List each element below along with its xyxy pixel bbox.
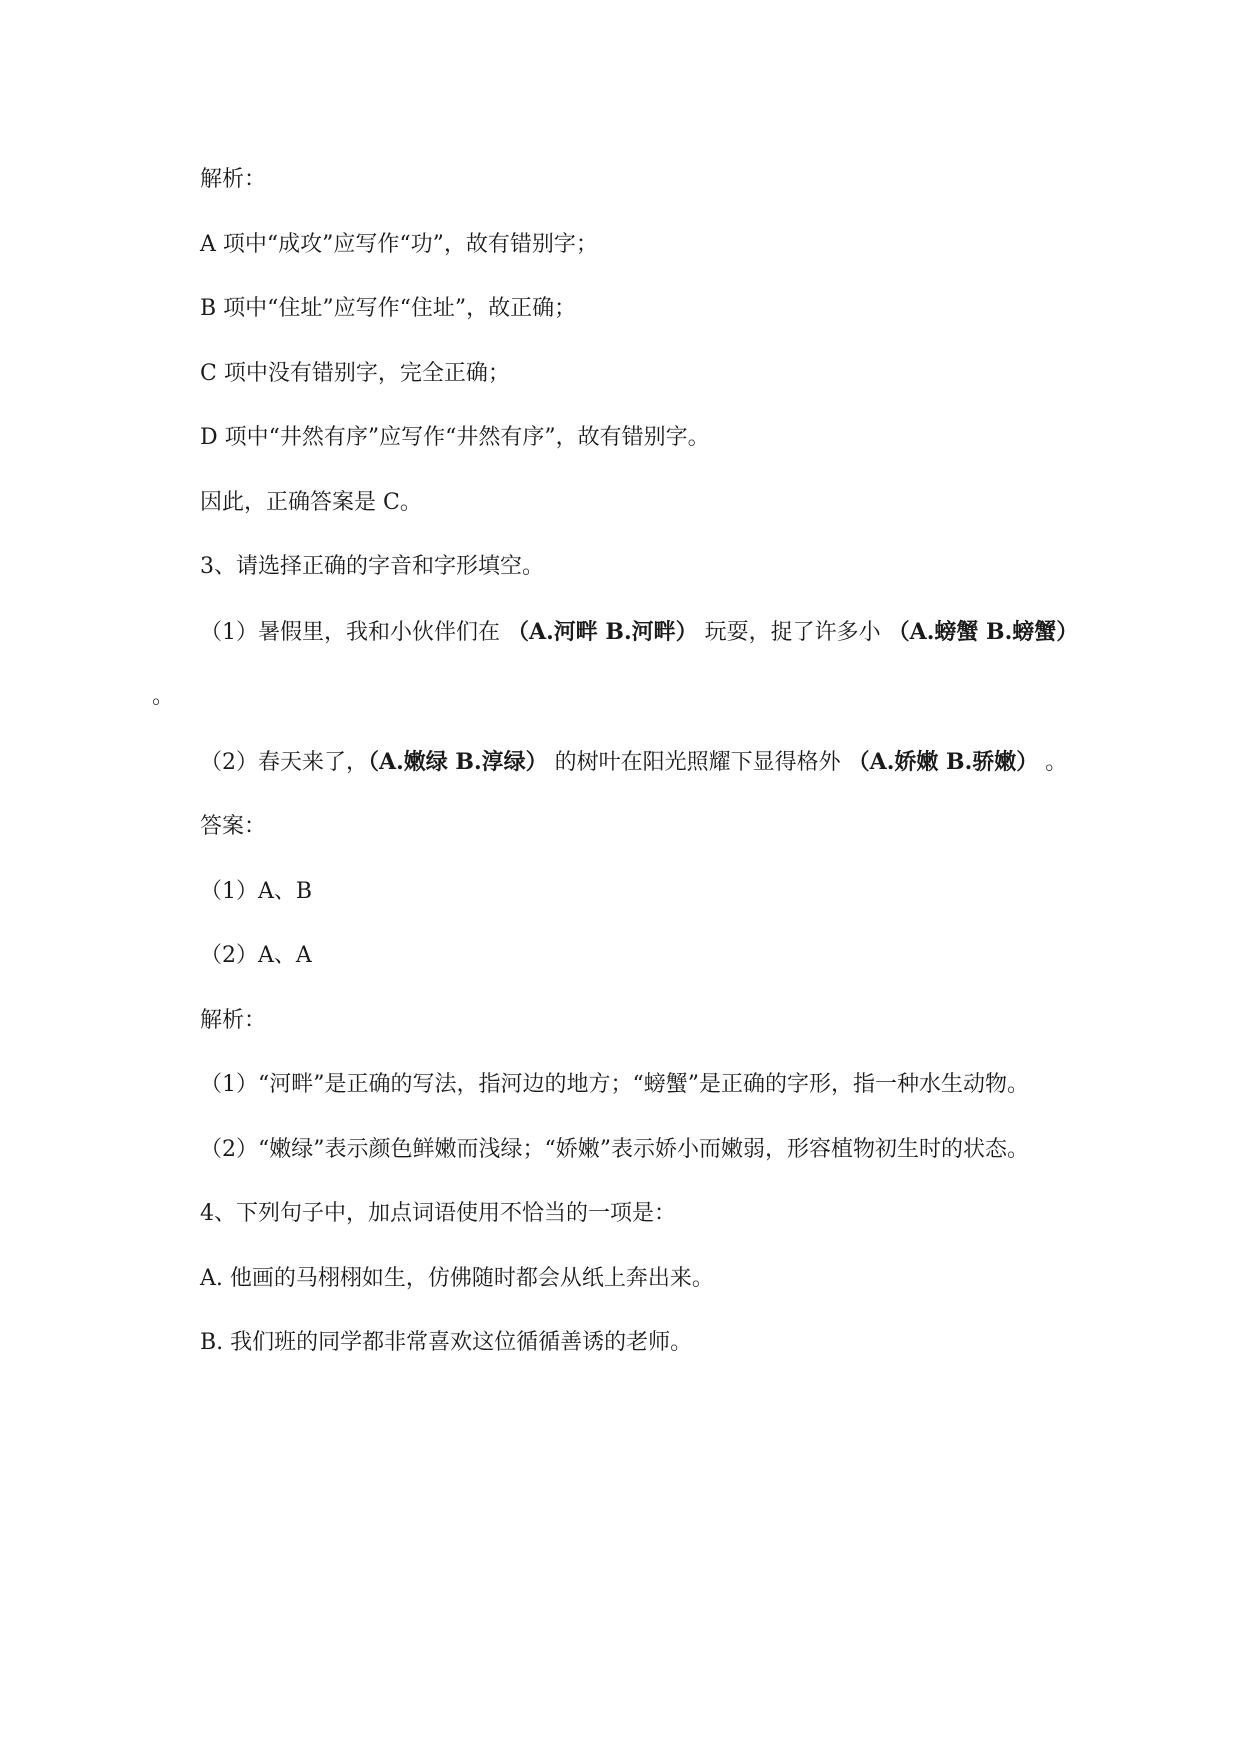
answer-1: （1）A、B (200, 878, 313, 904)
analysis-line-a: A 项中“成攻”应写作“功”，故有错别字； (200, 231, 598, 257)
analysis-line-c: C 项中没有错别字，完全正确； (200, 360, 510, 386)
question-4-option-a: A. 他画的马栩栩如生，仿佛随时都会从纸上奔出来。 (200, 1265, 714, 1291)
answer-2: （2）A、A (200, 943, 312, 968)
question-4-title: 4、下列句子中，加点词语使用不恰当的一项是： (200, 1201, 676, 1226)
answer-label: 答案： (200, 814, 267, 839)
analysis-item-2: （2）“嫩绿”表示颜色鲜嫩而浅绿；“娇嫩”表示娇小而嫩弱，形容植物初生时的状态。 (200, 1136, 1029, 1162)
item-2-text-pre: （2）春天来了， (200, 749, 368, 775)
item-1-text-pre: （1）暑假里，我和小伙伴们在 (200, 619, 507, 645)
document-body (152, 148, 1092, 1376)
analysis-label: 解析： (200, 167, 267, 192)
item-2-options-1: （A.嫩绿 B.淳绿） (368, 748, 548, 775)
analysis-line-d: D 项中“井然有序”应写作“井然有序”，故有错别字。 (200, 425, 710, 450)
item-1-options-1: （A.河畔 B.河畔） (507, 618, 698, 645)
item-1-text-post: 。 (152, 684, 175, 709)
item-1-options-2: （A.螃蟹 B.螃蟹） (887, 618, 1079, 645)
question-4-option-b: B. 我们班的同学都非常喜欢这位循循善诱的老师。 (200, 1330, 693, 1355)
analysis-label-2: 解析： (200, 1007, 267, 1033)
analysis-conclusion: 因此，正确答案是 C。 (200, 489, 422, 515)
item-2-text-post: 。 (1038, 749, 1068, 775)
question-3-item-2 (152, 730, 1092, 796)
item-2-text-mid: 的树叶在阳光照耀下显得格外 (547, 749, 848, 775)
item-1-text-mid: 玩耍，捉了许多小 (697, 619, 888, 645)
analysis-item-1: （1）“河畔”是正确的写法，指河边的地方；“螃蟹”是正确的字形，指一种水生动物。 (200, 1072, 1029, 1097)
item-2-options-2: （A.娇嫩 B.骄嫩） (847, 748, 1039, 775)
question-3-item-1 (152, 600, 1092, 730)
question-3-title: 3、请选择正确的字音和字形填空。 (200, 554, 544, 579)
analysis-line-b: B 项中“住址”应写作“住址”，故正确； (200, 296, 577, 321)
